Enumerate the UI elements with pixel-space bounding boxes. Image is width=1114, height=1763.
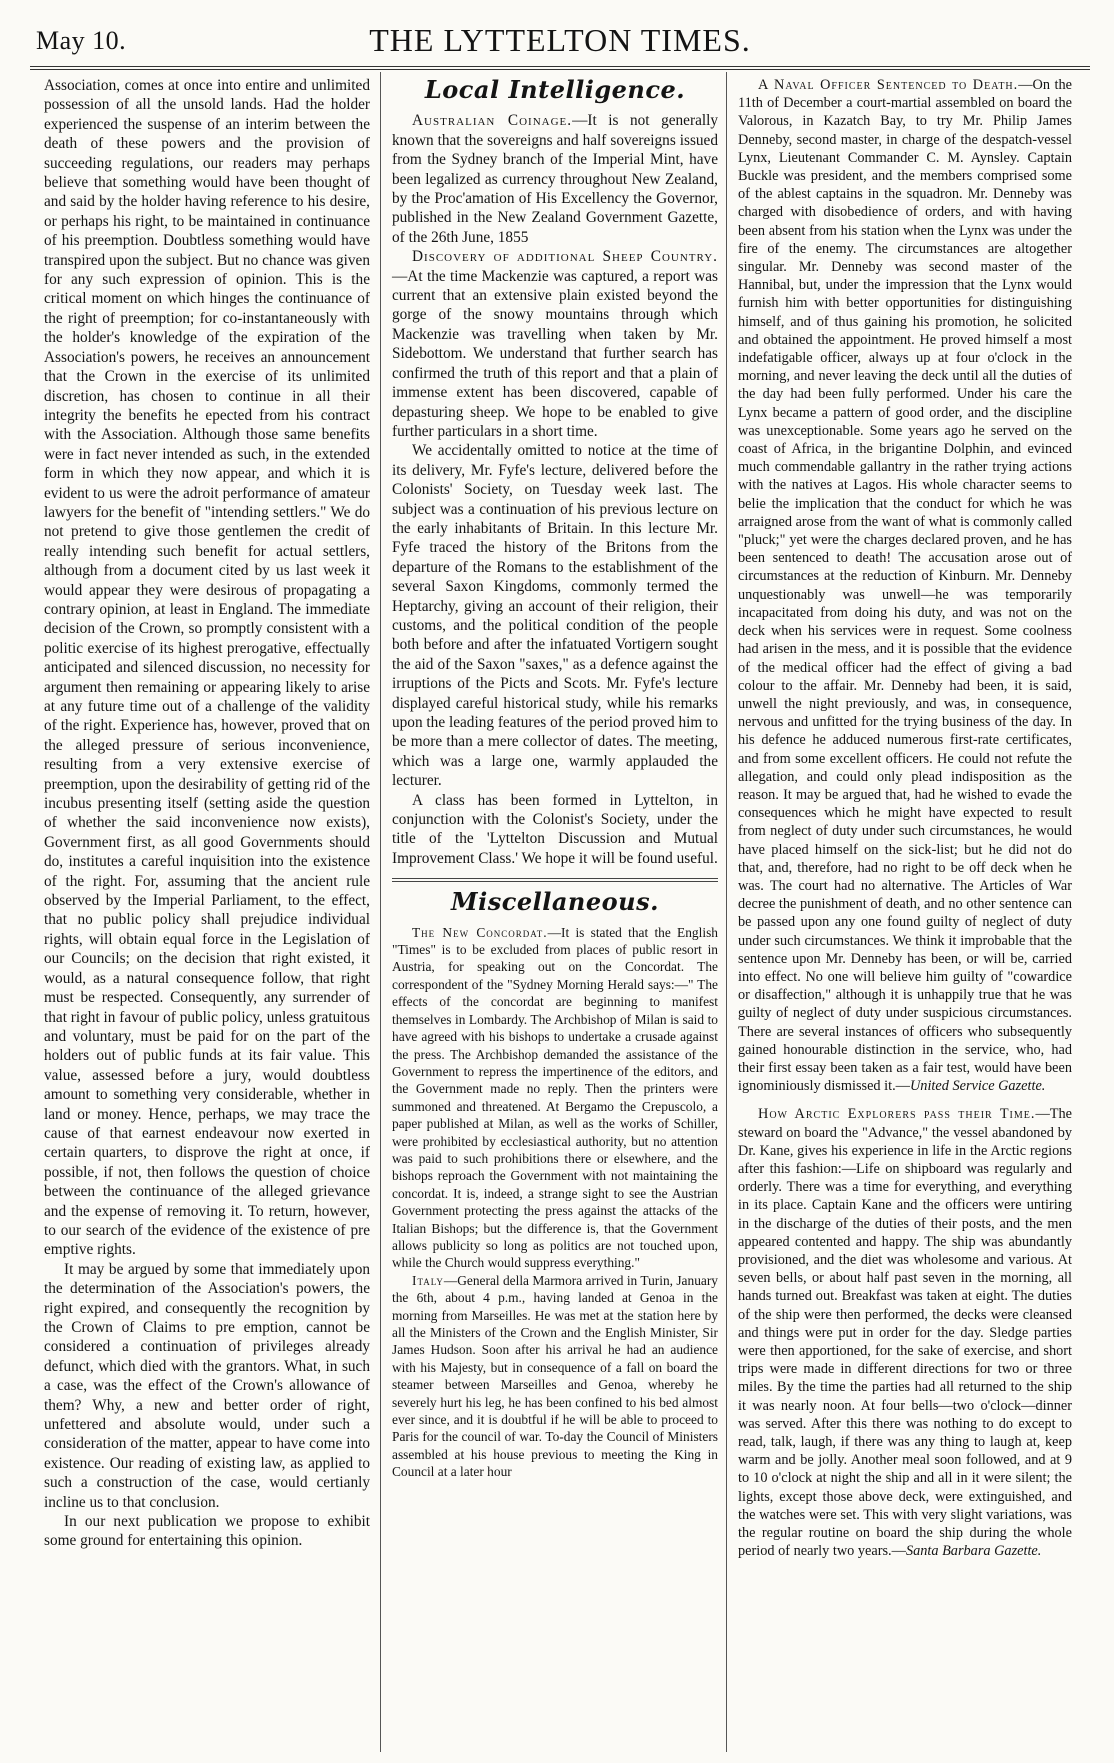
article-paragraph: A class has been formed in Lyttelton, in conjunction with the Colonist's Society, under the title of the 'Lyttelton Discussion and Mutual Improvement Class.' We hope it will be found useful. — [392, 791, 718, 867]
article-paragraph: Italy—General della Marmora arrived in Turin, January the 6th, about 4 p.m., having landed at Genoa in the morning from Marseilles. He was met at the station here by all the Ministers of the Crown and the English Minister, Sir James Hudson. Soon after his arrival he had an audience with his Majesty, but in consequence of a fall on board the steamer between Marseilles and Genoa, whereby he severely hurt his leg, he has been confined to his bed almost ever since, and it is doubtful if he will be able to proceed to Paris for the council of war. To-day the Council of Ministers assembled at his house previous to meeting the King in Council at a later hour — [392, 1272, 718, 1480]
article-paragraph: In our next publication we propose to exhibit some ground for entertaining this opinion. — [44, 1513, 370, 1550]
column-1 — [44, 76, 370, 1551]
newspaper-title: THE LYTTELTON TIMES. — [369, 22, 751, 58]
misc-block — [392, 924, 718, 1481]
article-paragraph: Discovery of additional Sheep Country.—At the time Mackenzie was captured, a report was current that an extensive plain existed beyond the gorge of the snowy mountains through which Mackenzie was travelling when taken by Mr. Sidebottom. We understand that further search has confirmed the truth of this report and that a plain of immense extent has been discovered, capable of depasturing sheep. We hope to be enabled to give further particulars in a short time. — [392, 248, 718, 440]
issue-date: May 10. — [36, 26, 127, 55]
article-title: How Arctic Explorers pass their Time. — [758, 1106, 1036, 1123]
column-3 — [738, 76, 1072, 1560]
section-heading-misc: Miscellaneous. — [451, 887, 659, 917]
section-rule — [392, 878, 718, 882]
article-paragraph: How Arctic Explorers pass their Time.—The steward on board the "Advance," the vessel abandoned by Dr. Kane, gives his experience in life in the Arctic regions after this fashion:—Life on shipboard was regularly and orderly. There was a time for everything, and everything in its place. Captain Kane and the officers were untiring in the discharge of the duties of their posts, and the men appeared contented and happy. The ship was abundantly provisioned, and the diet was wholesome and various. At seven bells, or about half past seven in the morning, all hands turned out. Breakfast was taken at eight. The duties of the ship were then performed, the decks were cleansed and things were put in order for the day. Sledge parties were then apportioned, for the sake of exercise, and short trips were made in different directions for two or three miles. By the time the parties had all returned to the ship it was nearly noon. At four bells—two o'clock—dinner was served. After this there was nothing to do except to read, talk, laugh, if there was any thing to laugh at, keep warm and be jolly. Another meal soon followed, and at 9 to 10 o'clock at night the ship and all in it were silent; the lights, except those above deck, were extinguished, and the watches were set. This with very slight variations, was the regular routine on board the ship during the whole period of nearly two years.—Santa Barbara Gazette. — [738, 1106, 1072, 1560]
masthead — [30, 20, 1090, 62]
article-paragraph: We accidentally omitted to notice at the time of its delivery, Mr. Fyfe's lecture, delivered before the Colonists' Society, on Tuesday week last. The subject was a continuation of his previous lecture on the early inhabitants of Britain. In this lecture Mr. Fyfe traced the history of the Britons from the departure of the Romans to the establishment of the several Saxon Kingdoms, commonly termed the Heptarchy, giving an account of their religion, their customs, and the political condition of the people both before and after the infatuated Vortigern sought the aid of the Saxon "saxes," as a defence against the irruptions of the Picts and Scots. Mr. Fyfe's lecture displayed careful historical study, while his remarks upon the leading features of the period proved him to be more than a mere collector of dates. The meeting, which was a large one, warmly applauded the lecturer. — [392, 442, 718, 790]
article-title: A Naval Officer Sentenced to Death. — [758, 77, 1019, 93]
article-title: Discovery of additional Sheep Country. — [412, 248, 718, 266]
masthead-rule — [30, 66, 1090, 70]
section-heading-local: Local Intelligence. — [424, 75, 686, 104]
article-source: Santa Barbara Gazette. — [905, 1543, 1042, 1560]
column-divider — [380, 72, 381, 1752]
article-paragraph: Association, comes at once into entire and unlimited possession of all the unsold lands. Had the holder experienced the suspense of an interim between the death of these powers and the provision of succeeding regulations, our readers may perhaps believe that something would have been thought of and said by the holder having reference to his desire, or perhaps his right, to be maintained in continuance of his preemption. Doubtless something would have transpired upon the subject. But no chance was given for any such expression of opinion. This is the critical moment on which hinges the continuance of the right of preemption; for co-instantaneously with the holder's knowledge of the expiration of the Association's powers, he receives an announcement that the Crown in the exercise of its unlimited discretion, has chosen to continue in all their integrity the benefits he epected from his contract with the Association. Although those same benefits were in fact never intended as such, in the extended form in which they now appear, and which it is evident to us were the adroit performance of amateur lawyers for the benefit of "intending settlers." We do not pretend to give those gentlemen the credit of really intending such benefit for actual settlers, although from a document cited by us last week it would appear they were desirous of propagating a contrary opinion, at least in England. The immediate decision of the Crown, so promptly consistent with a politic exercise of its highest prerogative, effectually anticipated and silenced discussion, no necessity for argument then remaining or appearing likely to arise at any future time out of a challenge of the validity of the right. Experience has, however, proved that on the alleged pressure of serious inconvenience, resulting from a very extensive exercise of preemption, upon the desirability of getting rid of the incubus presenting itself (setting aside the question of whether the said inconvenience now exists), Government first, as all good Governments should do, institutes a careful inquisition into the existence of the right. For, assuming that the ancient rule observed by the Imperial Parliament, to the effect, that no public policy shall prejudice individual rights, will obtain equal force in the Legislation of our Councils; on the decision that right existed, it would, as a natural consequence follow, that right must be respected. Consequently, any surrender of that right in favour of public policy, unless gratuitous and voluntary, must be paid for on the part of the holders out of public funds at its fair value. This value, assessed before a jury, would doubtless amount to something very considerable, whether in land or money. Hence, perhaps, we may trace the cause of that earnest endeavour now exerted in certain quarters, to disprove the right at once, if possible, if not, then follows the question of choice between the continuance of the alleged grievance and the expense of removing it. To return, however, to our search of the evidence of the existence of pre emptive rights. — [44, 77, 370, 1259]
article-paragraph: A Naval Officer Sentenced to Death.—On the 11th of December a court-martial assembled on board the Valorous, in Kazatch Bay, to try Mr. Philip James Denneby, second master, in charge of the despatch-vessel Lynx, Lieutenant Commander C. M. Aynsley. Captain Buckle was president, and the members comprised some of the ablest captains in the squadron. Mr. Denneby was charged with disobedience of orders, and with having been absent from his station when the Lynx was under the fire of the enemy. The circumstances are altogether singular. Mr. Denneby was second master of the Hannibal, but, under the impression that the Lynx would furnish him with better opportunities for distinguishing himself, and of thus gaining his promotion, he solicited and obtained the appointment. He proved himself a most indefatigable officer, always up at four o'clock in the morning, and never leaving the deck until all the duties of the day had been fully performed. Under his care the Lynx became a pattern of good order, and the discipline was unexceptionable. Some years ago he served on the coast of Africa, in the brigantine Dolphin, and evinced much commendable gallantry in the rather trying actions with the natives at Lagos. His whole character seems to belie the implication that the conduct for which he was arraigned arose from the want of what is commonly called "pluck;" yet were the charges declared proven, and he has been sentenced to death! The accusation arose out of circumstances at the reduction of Kinburn. Mr. Denneby unquestionably was unwell—he was temporarily incapacitated from doing his duty, and was not on the deck when his services were in request. Some coolness had arisen in the mess, and it is possible that the evidence of the medical officer had the effect of giving a bad colour to the affair. Mr. Denneby had been, it is said, unwell the night previously, and was, in consequence, nervous and unfitted for the trying business of the day. In his defence he adduced numerous first-rate certificates, and from some excellent officers. He could not refute the allegation, and could only plead indisposition as the reason. It may be argued that, had he wished to evade the consequences which he might have expected to result from neglect of duty under such circumstances, he would have placed himself on the sick-list; but he did not do that, and, therefore, had no right to be off deck when he was. The court had no alternative. The Articles of War decree the punishment of death, and no other sentence can be passed upon any one found guilty of neglect of duty under such circumstances. We think it improbable that the sentence upon Mr. Denneby has been, or will be, carried into effect. No one will believe him guilty of "cowardice or disaffection," although it is unhappily true that he was guilty of neglect of duty under suspicious circumstances. There are several instances of officers who subsequently gained honourable distinction in the service, who, had their first essay been taken as a fair test, would have been ignominiously dismissed it.—United Service Gazette. — [738, 77, 1072, 1095]
column-divider — [726, 72, 727, 1752]
article-title: Australian Coinage. — [412, 112, 573, 130]
article-title: The New Concordat. — [412, 924, 548, 940]
article-paragraph: Australian Coinage.—It is not generally known that the sovereigns and half sovereigns issued from the Sydney branch of the Imperial Mint, have been legalized as currency throughout New Zealand, by the Proc'amation of His Excellency the Governor, published in the New Zealand Government Gazette, of the 26th June, 1855 — [392, 112, 719, 246]
article-paragraph: The New Concordat.—It is stated that the English "Times" is to be excluded from places of public resort in Austria, for speaking out on the Concordat. The correspondent of the "Sydney Morning Herald says:—" The effects of the concordat are beginning to manifest themselves in Lombardy. The Archbishop of Milan is said to have agreed with his bishops to undertake a crusade against the press. The Archbishop demanded the assistance of the Government to repress the impertinence of the editors, and the Government made no reply. Then the printers were summoned and threatened. At Bergamo the Crepuscolo, a paper published at Milan, as well as the works of Schiller, were prohibited by ecclesiastical authority, but no attention was paid to such prohibitions there or elsewhere, and the bishops reproach the Government with not maintaining the concordat. It is, indeed, a strange sight to see the Austrian Government protecting the press against the attacks of the Italian Bishops; but the difference is, that the Government allows publicity so long as politics are not touched upon, while the Church would suppress everything." — [392, 924, 718, 1271]
article-paragraph: It may be argued by some that immediately upon the determination of the Association's powers, the right expired, and consequently the recognition by the Crown of Claims to pre emption, cannot be considered a continuation of privileges already defunct, which died with the grantors. What, in such a case, was the effect of the Crown's allowance of them? Why, a new and better order of right, unfettered and absolute would, under such a consideration of the matter, appear to have come into existence. Our reading of existing law, as applied to such a construction of the case, would certianly incline us to that conclusion. — [44, 1260, 370, 1511]
article-source: United Service Gazette. — [909, 1078, 1046, 1095]
column-2 — [392, 76, 718, 1481]
article-title: Italy — [412, 1272, 444, 1288]
